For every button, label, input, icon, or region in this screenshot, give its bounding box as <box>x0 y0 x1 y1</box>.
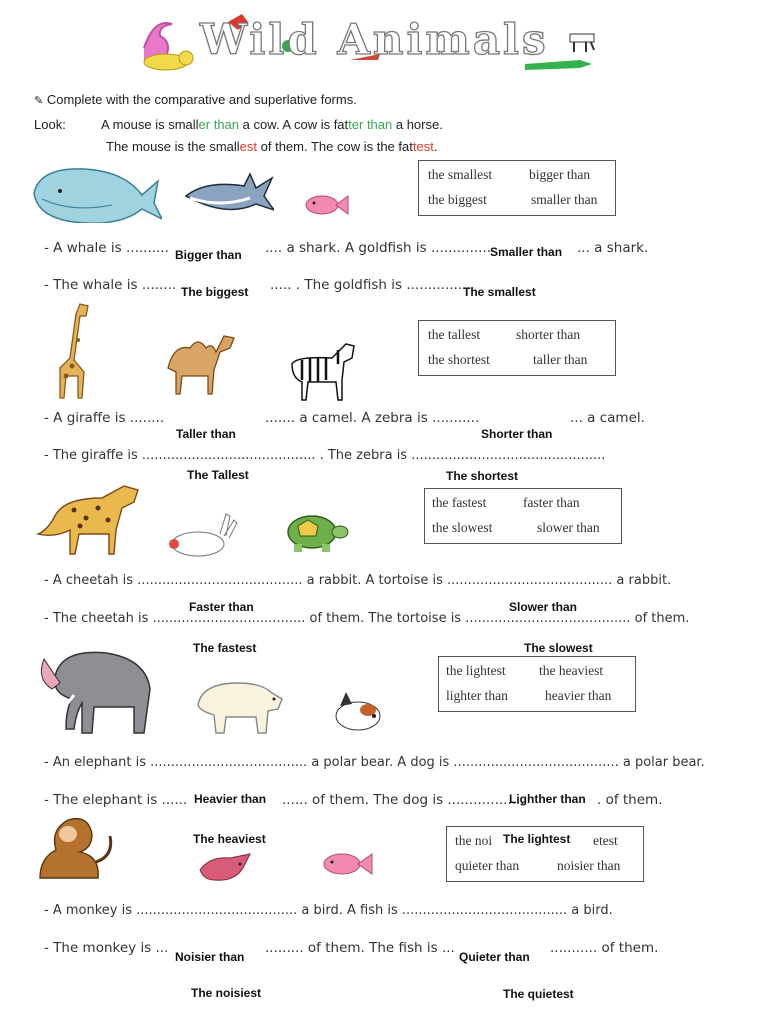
answer-field[interactable]: The fastest <box>193 641 257 655</box>
answer-field[interactable]: Noisier than <box>175 950 245 964</box>
answer-field[interactable]: Shorter than <box>481 427 553 441</box>
rabbit-picture <box>168 510 240 560</box>
monkey-picture <box>34 812 118 884</box>
sentence-5a: - A monkey is ....................................... a bird. A fish is ........................................ a bird. <box>44 903 613 918</box>
camel-picture <box>158 328 238 400</box>
cheetah-picture <box>34 474 144 558</box>
fish-picture <box>318 846 378 882</box>
word-box-2: the tallest shorter than the shortest taller than <box>418 320 616 376</box>
sentence-3a: - A cheetah is ........................................ a rabbit. A tortoise is ........................................ a rabbit. <box>44 573 672 588</box>
sentence-5b-end: ........... of them. <box>550 940 659 956</box>
sentence-2a: - A giraffe is ........ <box>44 410 165 426</box>
answer-field[interactable]: Faster than <box>189 600 254 614</box>
title-text: Wild Animals <box>200 15 549 64</box>
answer-field[interactable]: Slower than <box>509 600 578 614</box>
look-label: Look: <box>34 117 66 132</box>
sentence-3b: - The cheetah is ..................................... of them. The tortoise is ........................................ of them. <box>44 611 690 626</box>
tortoise-picture <box>280 510 350 556</box>
answer-field[interactable]: The smallest <box>463 285 536 299</box>
sentence-4b: - The elephant is ...... <box>44 792 188 808</box>
sentence-1b: - The whale is ........ <box>44 277 177 293</box>
answer-field[interactable]: The biggest <box>181 285 249 299</box>
answer-field[interactable]: The shortest <box>446 469 519 483</box>
dog-picture <box>330 688 386 734</box>
instruction-line <box>34 92 357 107</box>
answer-field[interactable]: Heavier than <box>194 792 267 806</box>
word-box-4: the lightest the heaviest lighter than heavier than <box>438 656 636 712</box>
sentence-5b: - The monkey is ... <box>44 940 169 956</box>
whale-picture <box>30 163 162 223</box>
example-line-2: The mouse is the smallest of them. The cow is the fattest. <box>106 139 438 154</box>
answer-field[interactable]: The Tallest <box>187 468 249 482</box>
sentence-2b: - The giraffe is .......................................... . The zebra is ............................................... <box>44 448 606 463</box>
answer-field[interactable]: The quietest <box>503 987 574 1001</box>
giraffe-picture <box>52 300 96 402</box>
answer-field[interactable]: The noisiest <box>191 986 262 1000</box>
sentence-1a-end: ... a shark. <box>577 240 649 256</box>
word-box-3: the fastest faster than the slowest slower than <box>424 488 622 544</box>
sentence-4b-end: . of them. <box>597 792 663 808</box>
answer-field[interactable]: Bigger than <box>175 248 242 262</box>
answer-field[interactable]: Smaller than <box>490 245 563 259</box>
sentence-4a: - An elephant is ...................................... a polar bear. A dog is ........................................ a polar bear. <box>44 755 705 770</box>
goldfish-picture <box>300 190 352 220</box>
answer-field[interactable]: The slowest <box>524 641 593 655</box>
zebra-picture <box>286 340 362 402</box>
elephant-picture <box>34 643 158 735</box>
sentence-2a-mid: ....... a camel. A zebra is ........... <box>265 410 480 426</box>
title-banner <box>130 8 610 76</box>
sentence-5b-mid: ......... of them. The fish is ... <box>265 940 455 956</box>
example-line-1: A mouse is smaller than a cow. A cow is fatter than a horse. <box>101 117 443 132</box>
instruction-text: Complete with the comparative and superlative forms. <box>46 92 357 107</box>
sentence-2a-end: ... a camel. <box>570 410 645 426</box>
answer-field[interactable]: The heaviest <box>193 832 266 846</box>
polar-bear-picture <box>194 675 284 735</box>
sentence-1a-mid: .... a shark. A goldfish is ............... <box>265 240 496 256</box>
answer-field[interactable]: Taller than <box>176 427 236 441</box>
sentence-1b-mid: ..... . The goldfish is ............... <box>270 277 471 293</box>
bird-picture <box>196 850 256 886</box>
pencil-icon: ✎ <box>34 95 44 107</box>
word-box-5: the noi etest quieter than noisier than The lightest <box>446 826 644 882</box>
answer-field[interactable]: The lightest <box>503 832 571 846</box>
answer-field[interactable]: Quieter than <box>459 950 530 964</box>
sentence-1a: - A whale is .......... <box>44 240 169 256</box>
answer-field[interactable]: Lighther than <box>509 792 586 806</box>
sentence-4b-mid: ...... of them. The dog is .................. <box>282 792 525 808</box>
shark-picture <box>184 172 274 222</box>
word-box-1: the smallest bigger than the biggest smaller than <box>418 160 616 216</box>
